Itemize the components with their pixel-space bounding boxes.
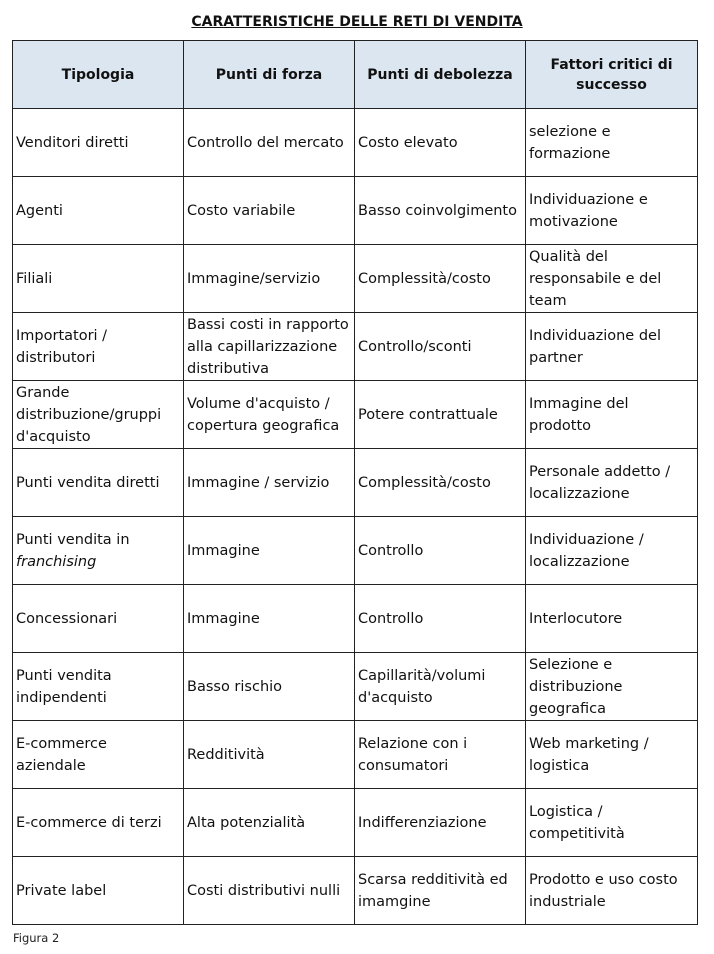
cell-punti-di-debolezza: Basso coinvolgimento: [355, 177, 526, 245]
cell-punti-di-forza: Redditività: [184, 721, 355, 789]
cell-fattori-critici: Individuazione del partner: [526, 313, 698, 381]
cell-tipologia-italic: franchising: [16, 553, 97, 570]
table-row: [13, 653, 698, 721]
cell-fattori-critici: selezione e formazione: [526, 109, 698, 177]
header-fattori-critici: Fattori critici di successo: [526, 41, 698, 109]
cell-punti-di-forza: Controllo del mercato: [184, 109, 355, 177]
cell-punti-di-forza: Basso rischio: [184, 653, 355, 721]
cell-punti-di-debolezza: Relazione con i consumatori: [355, 721, 526, 789]
table-row: [13, 109, 698, 177]
cell-punti-di-debolezza: Complessità/costo: [355, 245, 526, 313]
table-row: [13, 177, 698, 245]
cell-tipologia: E-commerce di terzi: [13, 789, 184, 857]
table-row: [13, 245, 698, 313]
cell-fattori-critici: Selezione e distribuzione geografica: [526, 653, 698, 721]
table-row: [13, 381, 698, 449]
header-punti-di-debolezza: Punti di debolezza: [355, 41, 526, 109]
cell-fattori-critici: Individuazione e motivazione: [526, 177, 698, 245]
header-punti-di-forza: Punti di forza: [184, 41, 355, 109]
cell-fattori-critici: Personale addetto / localizzazione: [526, 449, 698, 517]
cell-punti-di-debolezza: Complessità/costo: [355, 449, 526, 517]
table-row: [13, 857, 698, 925]
cell-tipologia: Concessionari: [13, 585, 184, 653]
cell-punti-di-forza: Costi distributivi nulli: [184, 857, 355, 925]
cell-punti-di-debolezza: Capillarità/volumi d'acquisto: [355, 653, 526, 721]
table-title: CARATTERISTICHE DELLE RETI DI VENDITA: [191, 14, 523, 30]
header-row: [13, 41, 698, 109]
table-row: [13, 517, 698, 585]
cell-punti-di-debolezza: Costo elevato: [355, 109, 526, 177]
header-tipologia: Tipologia: [13, 41, 184, 109]
cell-fattori-critici: Interlocutore: [526, 585, 698, 653]
cell-tipologia: Venditori diretti: [13, 109, 184, 177]
cell-punti-di-debolezza: Controllo: [355, 585, 526, 653]
cell-punti-di-debolezza: Controllo/sconti: [355, 313, 526, 381]
cell-tipologia-text: Punti vendita in: [16, 531, 130, 548]
cell-punti-di-forza: Immagine/servizio: [184, 245, 355, 313]
table-row: [13, 313, 698, 381]
table-row: [13, 721, 698, 789]
cell-punti-di-forza: Volume d'acquisto / copertura geografica: [184, 381, 355, 449]
cell-punti-di-debolezza: Scarsa redditività ed imamgine: [355, 857, 526, 925]
cell-punti-di-debolezza: Potere contrattuale: [355, 381, 526, 449]
sales-networks-table: [12, 40, 698, 925]
cell-punti-di-debolezza: Indifferenziazione: [355, 789, 526, 857]
cell-punti-di-forza: Bassi costi in rapporto alla capillarizzazione distributiva: [184, 313, 355, 381]
cell-punti-di-forza: Immagine: [184, 517, 355, 585]
cell-punti-di-forza: Immagine / servizio: [184, 449, 355, 517]
cell-fattori-critici: Web marketing / logistica: [526, 721, 698, 789]
table-row: [13, 449, 698, 517]
table-row: [13, 585, 698, 653]
figure-caption: Figura 2: [13, 931, 60, 945]
cell-punti-di-debolezza: Controllo: [355, 517, 526, 585]
cell-tipologia: Importatori / distributori: [13, 313, 184, 381]
cell-tipologia: E-commerce aziendale: [13, 721, 184, 789]
cell-fattori-critici: Individuazione / localizzazione: [526, 517, 698, 585]
cell-fattori-critici: Qualità del responsabile e del team: [526, 245, 698, 313]
cell-punti-di-forza: Costo variabile: [184, 177, 355, 245]
cell-tipologia: Filiali: [13, 245, 184, 313]
cell-fattori-critici: Prodotto e uso costo industriale: [526, 857, 698, 925]
table-row: [13, 789, 698, 857]
cell-tipologia: Punti vendita diretti: [13, 449, 184, 517]
cell-fattori-critici: Logistica / competitività: [526, 789, 698, 857]
cell-tipologia: [13, 517, 184, 585]
cell-tipologia: Agenti: [13, 177, 184, 245]
cell-punti-di-forza: Immagine: [184, 585, 355, 653]
cell-tipologia: Private label: [13, 857, 184, 925]
cell-tipologia: Punti vendita indipendenti: [13, 653, 184, 721]
cell-punti-di-forza: Alta potenzialità: [184, 789, 355, 857]
cell-fattori-critici: Immagine del prodotto: [526, 381, 698, 449]
cell-tipologia: Grande distribuzione/gruppi d'acquisto: [13, 381, 184, 449]
